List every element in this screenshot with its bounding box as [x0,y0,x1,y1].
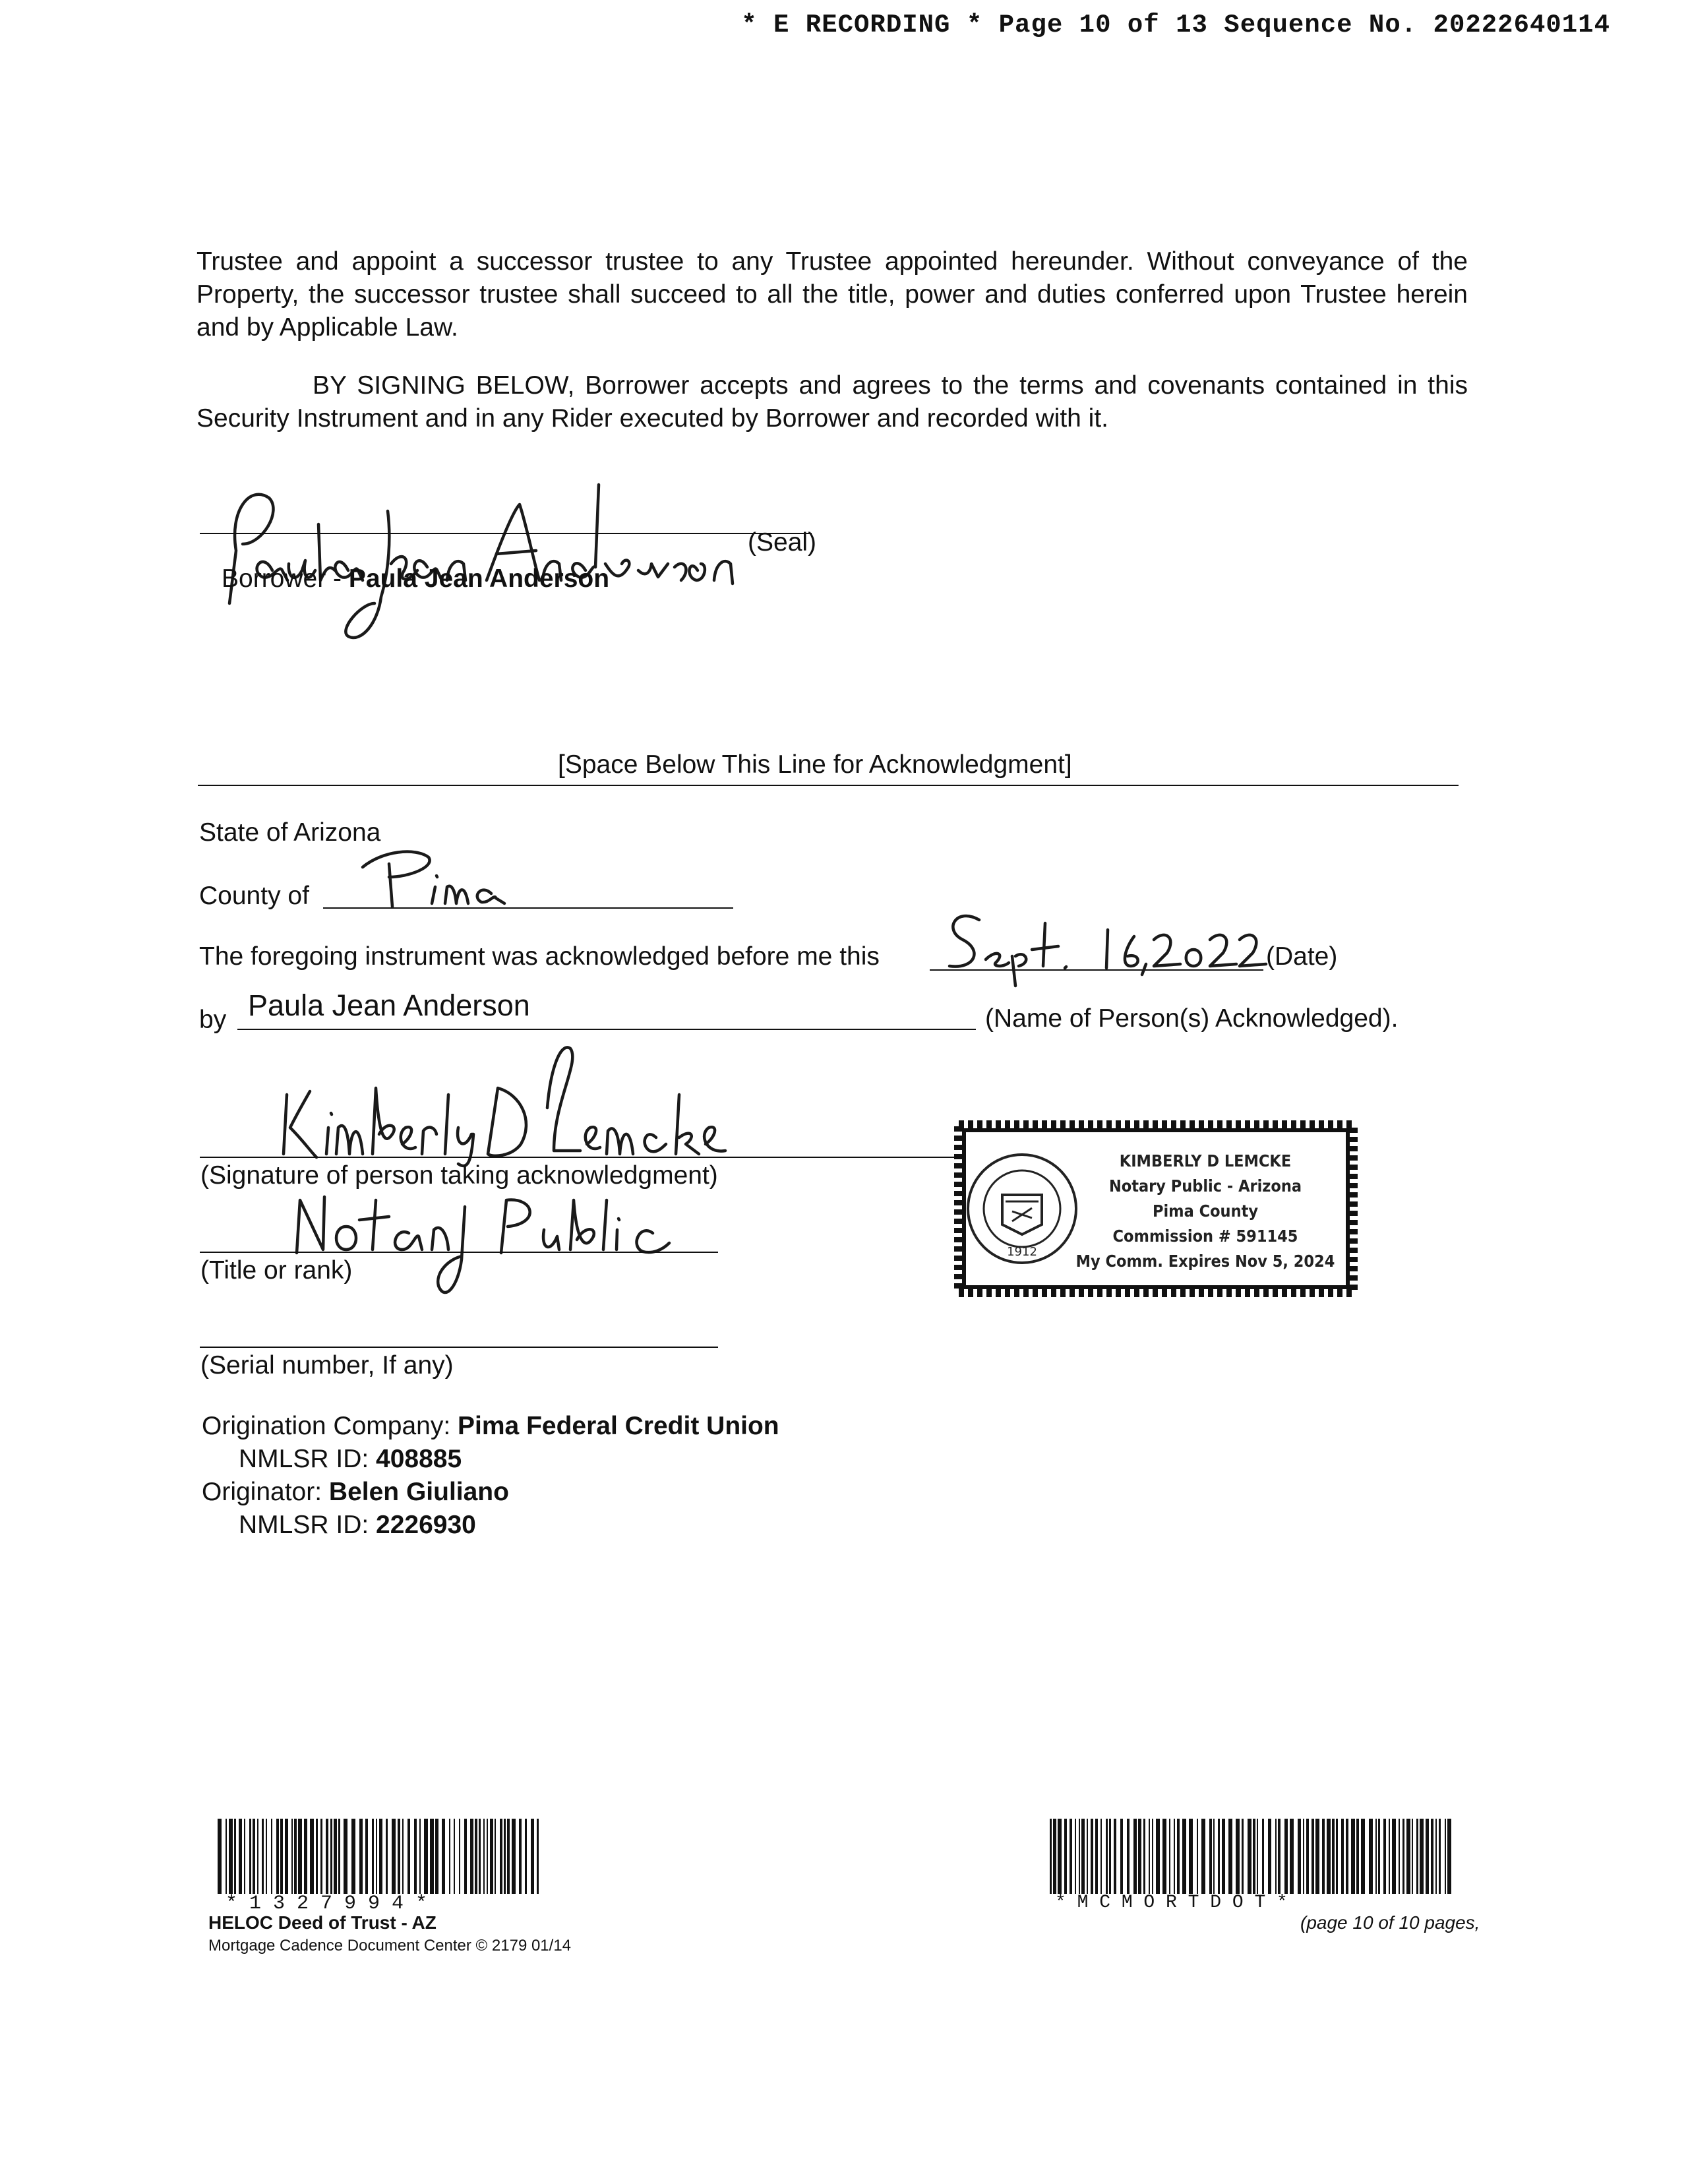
barcode-bar [1064,1819,1067,1894]
barcode-bar [310,1819,314,1894]
barcode-bar [1218,1819,1220,1894]
seal-label: (Seal) [748,528,817,557]
barcode-bar [226,1819,227,1894]
origination-company [202,1411,779,1441]
barcode-bar [537,1819,539,1894]
barcode-bar [1058,1819,1062,1894]
barcode-bar [1426,1819,1429,1894]
barcode-bar [392,1819,396,1894]
page-note: (page 10 of 10 pages, [1300,1912,1480,1933]
date-label: (Date) [1266,942,1338,971]
barcode-bar [1053,1819,1056,1894]
barcode-bar [1278,1819,1281,1894]
borrower-prefix: Borrower - [222,564,349,593]
barcode-bar [372,1819,374,1894]
barcode-bar [229,1819,233,1894]
barcode-bar [424,1819,428,1894]
barcode-bar [454,1819,455,1894]
barcode-bar [1392,1819,1396,1894]
barcode-bar [1174,1819,1175,1894]
notary-stamp [950,1116,1362,1302]
borrower-caption [222,564,609,594]
barcode-bar [1106,1819,1108,1894]
barcode-bar [449,1819,450,1894]
barcode-bar [1290,1819,1294,1894]
barcode-bar [359,1819,363,1894]
title-handwritten [284,1187,679,1306]
originator-label: Originator: [202,1478,329,1506]
barcode-bar [280,1819,283,1894]
barcode-bar [298,1819,302,1894]
company-nmlsr [239,1444,462,1474]
foregoing-text: The foregoing instrument was acknowledged before me this [199,942,880,971]
barcode-bar [262,1819,264,1894]
barcode-bar [1327,1819,1331,1894]
barcode-bar [1275,1819,1277,1894]
barcode-bar [1120,1819,1123,1894]
barcode-bar [338,1819,340,1894]
barcode-bar [326,1819,328,1894]
barcode-bar [1375,1819,1377,1894]
stamp-line-2: Notary Public - Arizona [1108,1176,1302,1196]
trustee-paragraph: Trustee and appoint a successor trustee to any Trustee appointed hereunder. Without conveyance of the Property, the successor trustee shall succeed to all the title, power and duties conferred upon Trustee herein and by Applicable Law. [196,247,1468,342]
date-handwritten [930,903,1273,989]
barcode-bar [1447,1819,1451,1894]
barcode-bar [1431,1819,1433,1894]
barcode-bar [239,1819,242,1894]
barcode-bar [285,1819,288,1894]
barcode-bar [1253,1819,1255,1894]
company-nmlsr-value: 408885 [376,1445,462,1473]
state-label: State of Arizona [199,818,381,847]
barcode-bar [483,1819,485,1894]
barcode-bar [487,1819,488,1894]
barcode-bar [1383,1819,1386,1894]
barcode-bar [1402,1819,1404,1894]
barcode-bar [490,1819,493,1894]
barcode-bar [1189,1819,1193,1894]
barcode-bar [218,1819,222,1894]
signing-paragraph: BY SIGNING BELOW, Borrower accepts and agrees to the terms and covenants contained in this Security Instrument and in any Rider executed by Borrower and recorded with it. [196,371,1468,433]
barcode-bar [1336,1819,1338,1894]
barcode-bar [475,1819,477,1894]
barcode-bar [1416,1819,1418,1894]
barcode-bar [407,1819,410,1894]
barcode-bar [376,1819,377,1894]
signature-label: (Signature of person taking acknowledgment) [200,1161,718,1190]
barcode-bar [1050,1819,1052,1894]
serial-line [200,1347,718,1348]
barcode-bar [1228,1819,1232,1894]
barcode-bar [294,1819,297,1894]
barcode-bar [402,1819,404,1894]
barcode-bar [1152,1819,1153,1894]
barcode-left-text: * 1 3 2 7 9 9 4 * [226,1893,428,1915]
barcode-bar [1100,1819,1102,1894]
barcode-bar [365,1819,368,1894]
barcode-bar [1351,1819,1355,1894]
notary-signature-line [200,1157,965,1158]
barcode-bar [1306,1819,1309,1894]
barcode-bar [1209,1819,1212,1894]
barcode-bar [1284,1819,1288,1894]
barcode-bar [504,1819,506,1894]
barcode-bar [1133,1819,1137,1894]
barcode-bar [1332,1819,1335,1894]
barcode-bar [470,1819,473,1894]
barcode-bar [519,1819,522,1894]
barcode-bar [1369,1819,1373,1894]
originator-nmlsr-label: NMLSR ID: [239,1511,377,1539]
barcode-bar [1399,1819,1400,1894]
barcode-bar [479,1819,481,1894]
barcode-bar [1162,1819,1166,1894]
barcode-bar [1081,1819,1085,1894]
barcode-bar [500,1819,502,1894]
barcode-bar [1242,1819,1244,1894]
barcode-bar [291,1819,293,1894]
person-name: Paula Jean Anderson [248,988,530,1022]
title-label: (Title or rank) [200,1256,353,1285]
barcode-bar [1169,1819,1170,1894]
borrower-signature-line [200,533,812,534]
barcode-bar [414,1819,417,1894]
barcode-bar [398,1819,400,1894]
barcode-bar [1322,1819,1325,1894]
barcode-bar [1378,1819,1380,1894]
barcode-bar [419,1819,421,1894]
barcode-bar [495,1819,496,1894]
barcode-bar [1138,1819,1141,1894]
barcode-bar [1070,1819,1072,1894]
barcode-bar [464,1819,467,1894]
barcode-bar [1420,1819,1424,1894]
person-label: (Name of Person(s) Acknowledged). [985,1004,1399,1033]
barcode-bar [276,1819,279,1894]
barcode-bar [1213,1819,1215,1894]
barcode-bar [1156,1819,1160,1894]
barcode-bar [1248,1819,1251,1894]
barcode-bar [386,1819,388,1894]
county-handwritten [343,837,528,917]
barcode-bar [1091,1819,1093,1894]
barcode-bar [507,1819,510,1894]
barcode-bar [1346,1819,1348,1894]
barcode-bar [1201,1819,1205,1894]
barcode-bar [253,1819,255,1894]
barcode-right [1047,1819,1456,1899]
doc-center-footer: Mortgage Cadence Document Center © 2179 01/14 [208,1937,572,1955]
serial-label: (Serial number, If any) [200,1351,454,1380]
stamp-commission: Commission # 591145 [1112,1227,1298,1246]
barcode-bar [257,1819,258,1894]
barcode-bar [249,1819,251,1894]
county-label: County of [199,882,309,910]
barcode-bar [1095,1819,1098,1894]
barcode-bar [1236,1819,1240,1894]
stamp-expiration: My Comm. Expires Nov 5, 2024 [1075,1252,1335,1271]
acknowledgment-divider-label: [Space Below This Line for Acknowledgment] [554,750,1076,780]
barcode-bar [351,1819,355,1894]
svg-text:1912: 1912 [1007,1245,1037,1259]
barcode-bar [1079,1819,1080,1894]
barcode-bar [435,1819,438,1894]
barcode-bar [271,1819,272,1894]
recording-header: * E RECORDING * Page 10 of 13 Sequence No. 20222640114 [741,11,1610,40]
barcode-bar [1315,1819,1319,1894]
barcode-bar [1149,1819,1150,1894]
stamp-notary-name: KIMBERLY D LEMCKE [1119,1151,1292,1170]
notary-signature [270,1029,732,1174]
barcode-bar [1303,1819,1304,1894]
barcode-bar [531,1819,534,1894]
barcode-bar [459,1819,460,1894]
barcode-bar [1222,1819,1225,1894]
barcode-bar [525,1819,527,1894]
barcode-bar [1197,1819,1198,1894]
barcode-bar [1114,1819,1116,1894]
barcode-bar [320,1819,322,1894]
barcode-bar [379,1819,382,1894]
barcode-bar [344,1819,347,1894]
originator [202,1477,509,1507]
barcode-bar [1356,1819,1359,1894]
barcode-bar [1439,1819,1441,1894]
originator-nmlsr-value: 2226930 [376,1511,476,1539]
barcode-bar [334,1819,337,1894]
barcode-bar [316,1819,318,1894]
barcode-bar [1361,1819,1365,1894]
barcode-bar [1412,1819,1413,1894]
stamp-text [1073,1149,1337,1274]
barcode-bar [442,1819,445,1894]
origination-company-label: Origination Company: [202,1412,458,1440]
barcode-right-text: * M C M O R T D O T * [1055,1893,1288,1913]
barcode-bar [1257,1819,1258,1894]
barcode-bar [1389,1819,1390,1894]
barcode-bar [1298,1819,1301,1894]
barcode-bar [430,1819,434,1894]
barcode-bar [1109,1819,1111,1894]
barcode-bar [234,1819,236,1894]
barcode-bar [1143,1819,1145,1894]
barcode-left [215,1819,545,1899]
barcode-bar [1087,1819,1088,1894]
stamp-line-3: Pima County [1152,1201,1259,1221]
barcode-bar [512,1819,516,1894]
barcode-bar [1311,1819,1314,1894]
barcode-bar [244,1819,245,1894]
borrower-name: Paula Jean Anderson [348,564,610,593]
barcode-bar [1445,1819,1446,1894]
title-line [200,1252,718,1253]
barcode-bar [1177,1819,1180,1894]
barcode-bar [266,1819,267,1894]
barcode-bar [330,1819,332,1894]
barcode-bar [1262,1819,1264,1894]
barcode-bar [1127,1819,1130,1894]
originator-name: Belen Giuliano [328,1478,509,1506]
barcode-bar [1268,1819,1271,1894]
company-nmlsr-label: NMLSR ID: [239,1445,377,1473]
origination-company-name: Pima Federal Credit Union [458,1412,779,1440]
barcode-bar [1075,1819,1076,1894]
barcode-bar [1341,1819,1344,1894]
form-title: HELOC Deed of Trust - AZ [208,1912,437,1933]
by-label: by [199,1006,227,1034]
barcode-bar [1406,1819,1410,1894]
barcode-bar [1182,1819,1186,1894]
barcode-bar [304,1819,307,1894]
acknowledgment-divider-line [198,785,1459,786]
originator-nmlsr [239,1510,476,1540]
barcode-bar [1435,1819,1437,1894]
